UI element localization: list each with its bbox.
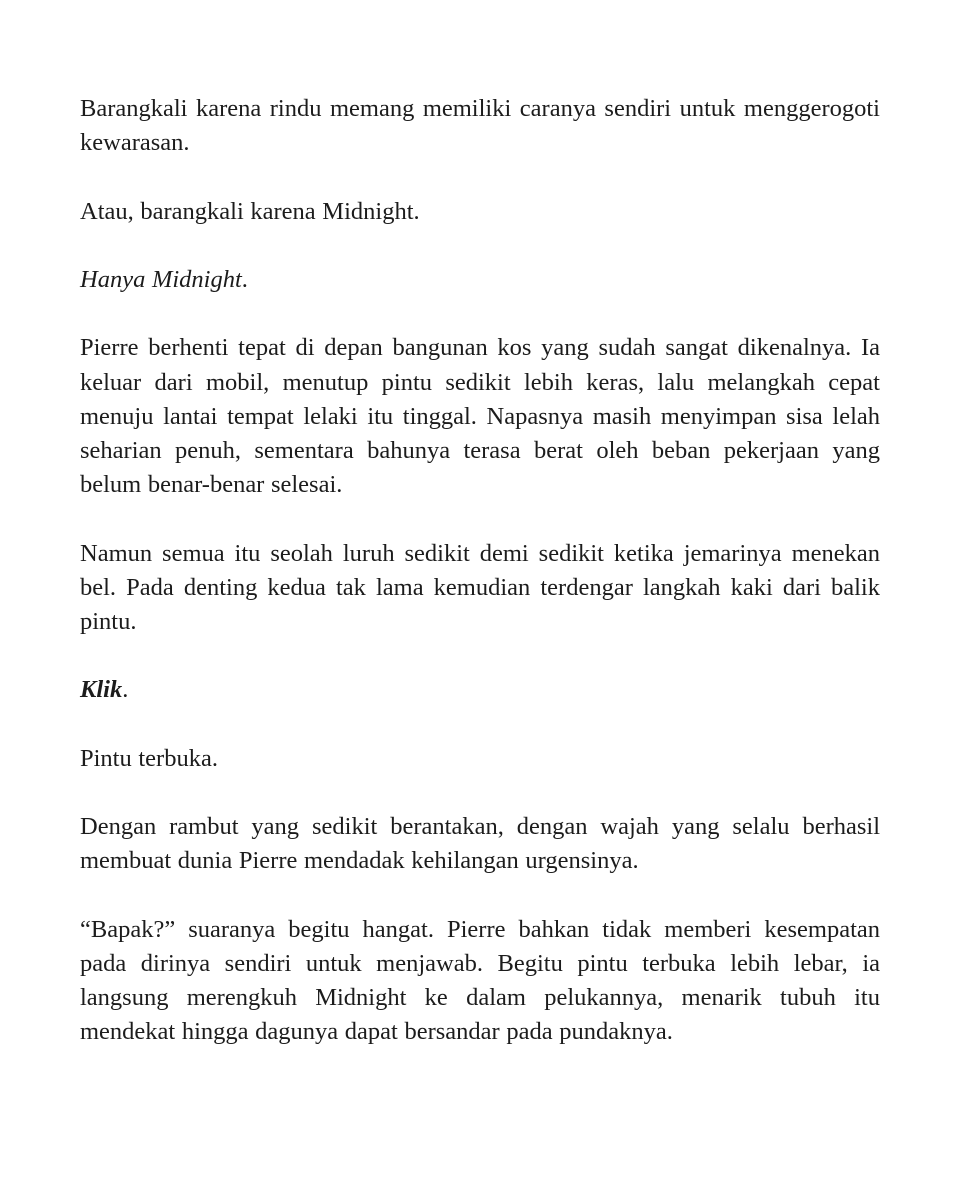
paragraph-4: Pierre berhenti tepat di depan bangunan kos yang sudah sangat dikenalnya. Ia keluar dari mobil, menutup pintu sedikit lebih keras, lalu melangkah cepat menuju lantai tempat lelaki itu tinggal. Napasnya masih menyimpan sisa lelah seharian penuh, sementara bahunya terasa berat oleh beban pekerjaan yang belum benar-benar selesai.	[80, 334, 880, 499]
paragraph-3-tail: .	[241, 265, 248, 293]
paragraph-5: Namun semua itu seolah luruh sedikit demi sedikit ketika jemarinya menekan bel. Pada denting kedua tak lama kemudian terdengar langkah kaki dari balik pintu.	[80, 539, 880, 635]
emphasis-hanya-midnight: Hanya Midnight	[80, 265, 242, 293]
paragraph-2: Atau, barangkali karena Midnight.	[80, 197, 420, 225]
emphasis-klik: Klik	[80, 676, 123, 704]
document-page	[80, 92, 880, 1084]
paragraph-1: Barangkali karena rindu memang memiliki caranya sendiri untuk menggerogoti kewarasan.	[80, 95, 880, 157]
paragraph-9: “Bapak?” suaranya begitu hangat. Pierre bahkan tidak memberi kesempatan pada dirinya sendiri untuk menjawab. Begitu pintu terbuka lebih lebar, ia langsung merengkuh Midnight ke dalam pelukannya, menarik tubuh itu mendekat hingga dagunya dapat bersandar pada pundaknya.	[80, 915, 880, 1046]
paragraph-6-tail: .	[122, 676, 129, 704]
paragraph-7: Pintu terbuka.	[80, 744, 218, 772]
paragraph-3	[80, 263, 880, 297]
paragraph-6	[80, 673, 880, 707]
paragraph-8: Dengan rambut yang sedikit berantakan, dengan wajah yang selalu berhasil membuat dunia Pierre mendadak kehilangan urgensinya.	[80, 813, 880, 875]
